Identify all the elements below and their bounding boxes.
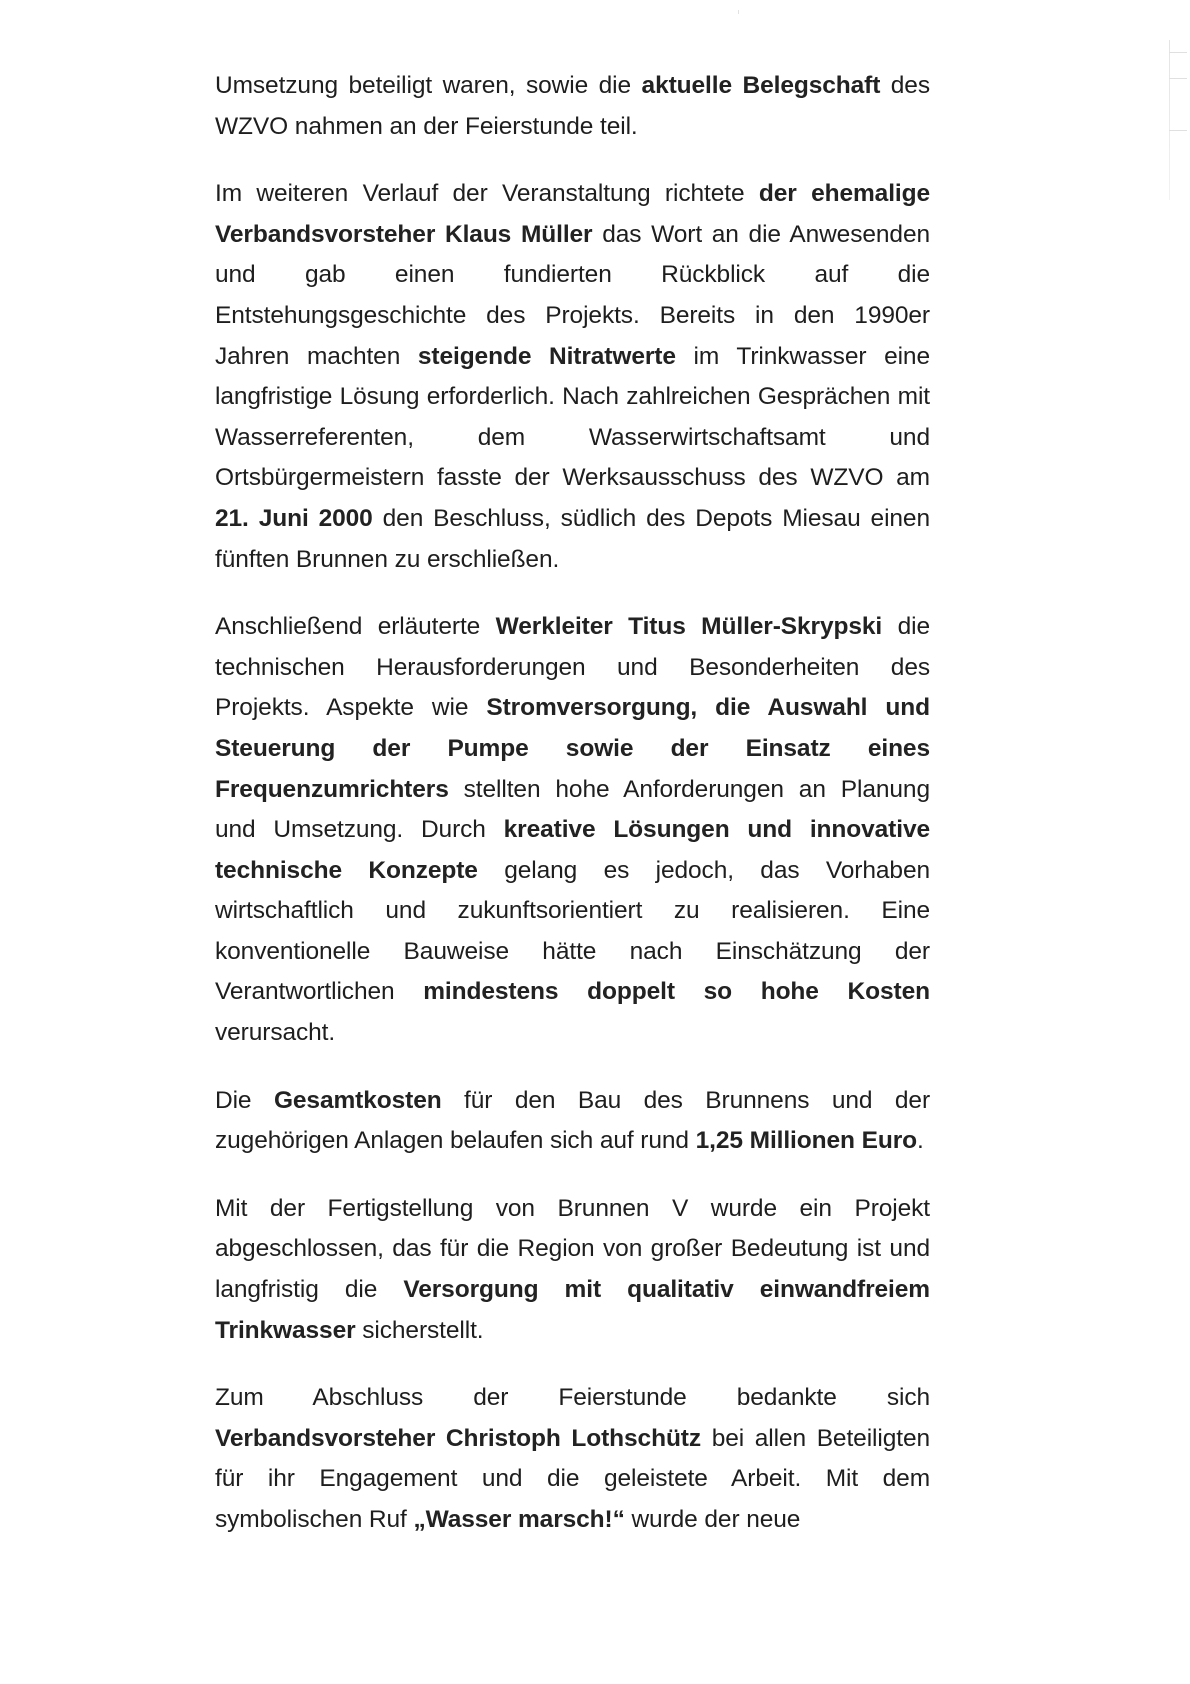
text-segment: gelang es jedoch, das Vorhaben wirtschaftlich und zukunftsorientiert zu realisieren. Eine konventionelle Bauweise hätte nach Einschätzung der Verantwortlichen [215,856,930,1006]
text-segment: sicherstellt. [355,1316,484,1344]
text-segment: Mit der Fertigstellung von Brunnen V wurde ein Projekt abgeschlossen, das für die Region von großer Bedeutung ist und langfristig die [215,1194,930,1304]
text-segment: im Trinkwasser eine langfristige Lösung erforderlich. Nach zahlreichen Gesprächen mit Wasserreferenten, dem Wasserwirtschaftsamt und Ortsbürgermeistern fasste der Werksausschuss des WZVO am [215,342,930,492]
text-segment: stellten hohe Anforderungen an Planung und Umsetzung. Durch [215,775,930,844]
paragraph-technical [215,607,930,1054]
paragraph-closing [215,1378,930,1540]
text-segment: verursacht. [215,1019,336,1047]
scan-artifact [1169,130,1187,131]
bold-text-segment: Versorgung mit qualitativ einwandfreiem Trinkwasser [215,1276,930,1344]
bold-text-segment: der ehemalige Verbandsvorsteher Klaus Müller [215,180,930,248]
scan-artifact [738,10,739,14]
text-segment: Umsetzung beteiligt waren, sowie die [215,72,642,99]
text-segment: für den Bau des Brunnens und der zugehörigen Anlagen belaufen sich auf rund [215,1086,931,1155]
text-segment: . [917,1127,924,1155]
bold-text-segment: Werkleiter Titus Müller-Skrypski [495,613,883,641]
bold-text-segment: Gesamtkosten [273,1086,442,1114]
text-segment: des WZVO nahmen an der Feierstunde teil. [215,72,930,140]
paragraph-costs [215,1081,930,1162]
bold-text-segment: Verbandsvorsteher Christoph Lothschütz [215,1424,702,1452]
text-segment: Im weiteren Verlauf der Veranstaltung richtete [215,180,759,208]
text-segment: wurde der neue [624,1506,801,1533]
text-segment: Anschließend erläuterte [215,613,496,641]
paragraph-history [215,174,930,580]
text-segment: das Wort an die Anwesenden und gab einen fundierten Rückblick auf die Entstehungsgeschichte des Projekts. Bereits in den 1990er Jahren machten [215,220,930,370]
paragraph-attendees [215,66,930,147]
bold-text-segment: kreative Lösungen und innovative technische Konzepte [215,816,930,884]
bold-text-segment: aktuelle Belegschaft [641,72,881,99]
document-page [215,66,930,1568]
scan-artifact [1169,52,1187,53]
bold-text-segment: mindestens doppelt so hohe Kosten [423,978,930,1006]
bold-text-segment: „Wasser marsch!“ [413,1506,625,1533]
bold-text-segment: 21. Juni 2000 [215,504,373,532]
paragraph-completion [215,1189,930,1351]
text-segment: Zum Abschluss der Feierstunde bedankte sich [215,1384,930,1412]
text-segment: bei allen Beteiligten für ihr Engagement und die geleistete Arbeit. Mit dem symbolischen Ruf [215,1424,931,1533]
bold-text-segment: 1,25 Millionen Euro [695,1127,918,1155]
scan-edge-artifact [1169,40,1170,200]
bold-text-segment: Stromversorgung, die Auswahl und Steuerung der Pumpe sowie der Einsatz eines Frequenzumrichters [215,694,930,803]
text-segment: die technischen Herausforderungen und Besonderheiten des Projekts. Aspekte wie [215,613,931,722]
text-segment: den Beschluss, südlich des Depots Miesau einen fünften Brunnen zu erschließen. [215,504,930,573]
bold-text-segment: steigende Nitratwerte [417,342,676,370]
text-segment: Die [215,1086,274,1114]
scan-artifact [1169,78,1187,79]
